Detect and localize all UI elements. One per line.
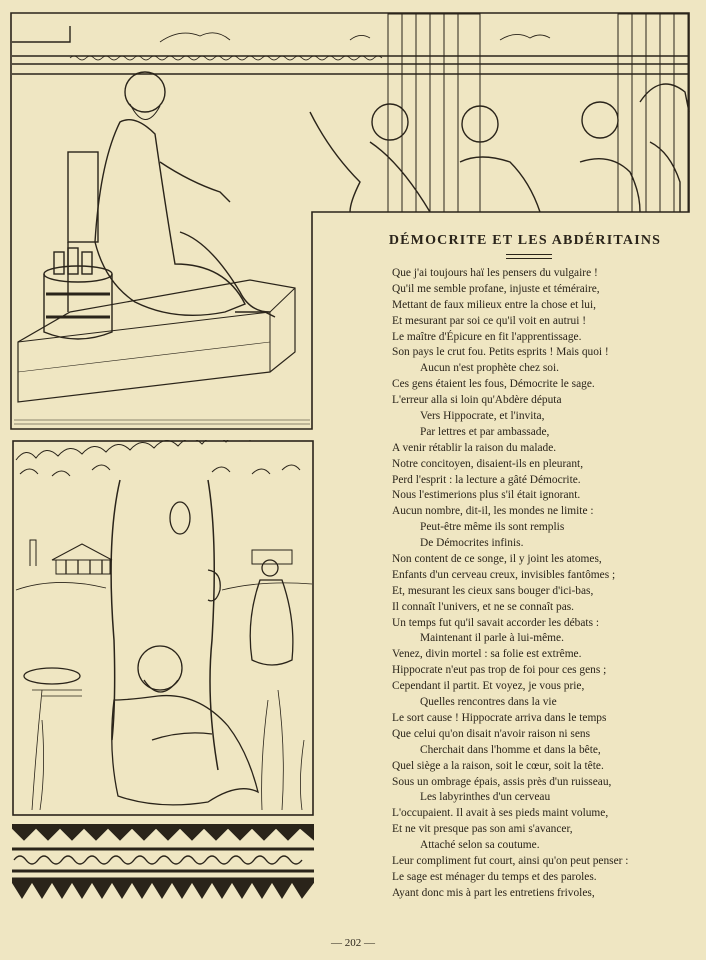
- verse-line: Et, mesurant les cieux sans bouger d'ici-bas,: [392, 584, 594, 597]
- verse-line: Un temps fut qu'il savait accorder les débats :: [392, 616, 600, 629]
- verse-line: Cependant il partit. Et voyez, je vous prie,: [392, 680, 585, 693]
- verse-line: A venir rétablir la raison du malade.: [392, 441, 557, 454]
- poem-title: DÉMOCRITE ET LES ABDÉRITAINS: [388, 233, 662, 248]
- title-divider: [506, 254, 552, 259]
- verse-line: Venez, divin mortel : sa folie est extrême.: [392, 648, 582, 661]
- verse-line: Qu'il me semble profane, injuste et téméraire,: [392, 282, 600, 295]
- verse-line: Ayant donc mis à part les entretiens frivoles,: [392, 886, 595, 899]
- verse-line: Enfants d'un cerveau creux, invisibles fantômes ;: [392, 568, 616, 581]
- verse-line: Non content de ce songe, il y joint les atomes,: [392, 553, 602, 566]
- verse-line: Hippocrate n'eut pas trop de foi pour ces gens ;: [392, 664, 607, 677]
- verse-line: Le maître d'Épicure en fit l'apprentissage.: [392, 330, 582, 343]
- verse-line: Que celui qu'on disait n'avoir raison ni sens: [392, 727, 591, 740]
- ornamental-border: [12, 824, 314, 900]
- verse-line: L'erreur alla si loin qu'Abdère députa: [392, 394, 562, 407]
- verse-line: L'occupaient. Il avait à ses pieds maint volume,: [392, 807, 609, 820]
- page-number-ornament-right: —: [364, 937, 375, 949]
- verse-line: Par lettres et par ambassade,: [420, 425, 550, 438]
- verse-line: Les labyrinthes d'un cerveau: [420, 791, 551, 804]
- verse-line: Le sage est ménager du temps et des paroles.: [392, 870, 597, 883]
- verse-line: Quelles rencontres dans la vie: [420, 696, 557, 709]
- page-number-value: 202: [344, 937, 362, 949]
- illustration-bottom: [12, 440, 314, 816]
- verse-line: Sous un ombrage épais, assis près d'un ruisseau,: [392, 775, 612, 788]
- verse-list: [392, 266, 684, 902]
- verse-line: Perd l'esprit : la lecture a gâté Démocrite.: [392, 473, 581, 486]
- verse-line: Que j'ai toujours haï les pensers du vulgaire !: [392, 267, 598, 279]
- verse-line: Ces gens étaient les fous, Démocrite le sage.: [392, 378, 595, 391]
- verse-line: Son pays le crut fou. Petits esprits ! Mais quoi !: [392, 346, 609, 359]
- verse-line: Notre concitoyen, disaient-ils en pleurant,: [392, 457, 584, 470]
- verse-line: Vers Hippocrate, et l'invita,: [420, 410, 545, 423]
- verse-line: Cherchait dans l'homme et dans la bête,: [420, 743, 601, 756]
- page-number-ornament-left: —: [331, 937, 342, 949]
- verse-line: Attaché selon sa coutume.: [420, 839, 540, 852]
- verse-line: Mettant de faux milieux entre la chose et lui,: [392, 298, 597, 311]
- verse-line: Aucun n'est prophète chez soi.: [420, 362, 560, 375]
- verse-line: Leur compliment fut court, ainsi qu'on peut penser :: [392, 854, 629, 867]
- verse-line: Il connaît l'univers, et ne se connaît pas.: [392, 600, 575, 613]
- verse-line: Et mesurant par soi ce qu'il voit en autrui !: [392, 314, 587, 327]
- verse-line: Nous l'estimerions plus s'il était ignorant.: [392, 489, 581, 502]
- page-number: [0, 937, 706, 949]
- verse-line: Aucun nombre, dit-il, les mondes ne limite :: [392, 505, 594, 518]
- verse-line: Peut-être même ils sont remplis: [420, 521, 565, 534]
- poem-block: [388, 232, 684, 902]
- verse-line: Quel siège a la raison, soit le cœur, soit la tête.: [392, 759, 604, 772]
- verse-line: Le sort cause ! Hippocrate arriva dans le temps: [392, 711, 607, 724]
- verse-line: Et ne vit presque pas son ami s'avancer,: [392, 823, 573, 836]
- verse-line: De Démocrites infinis.: [420, 537, 524, 550]
- verse-line: Maintenant il parle à lui-même.: [420, 632, 564, 645]
